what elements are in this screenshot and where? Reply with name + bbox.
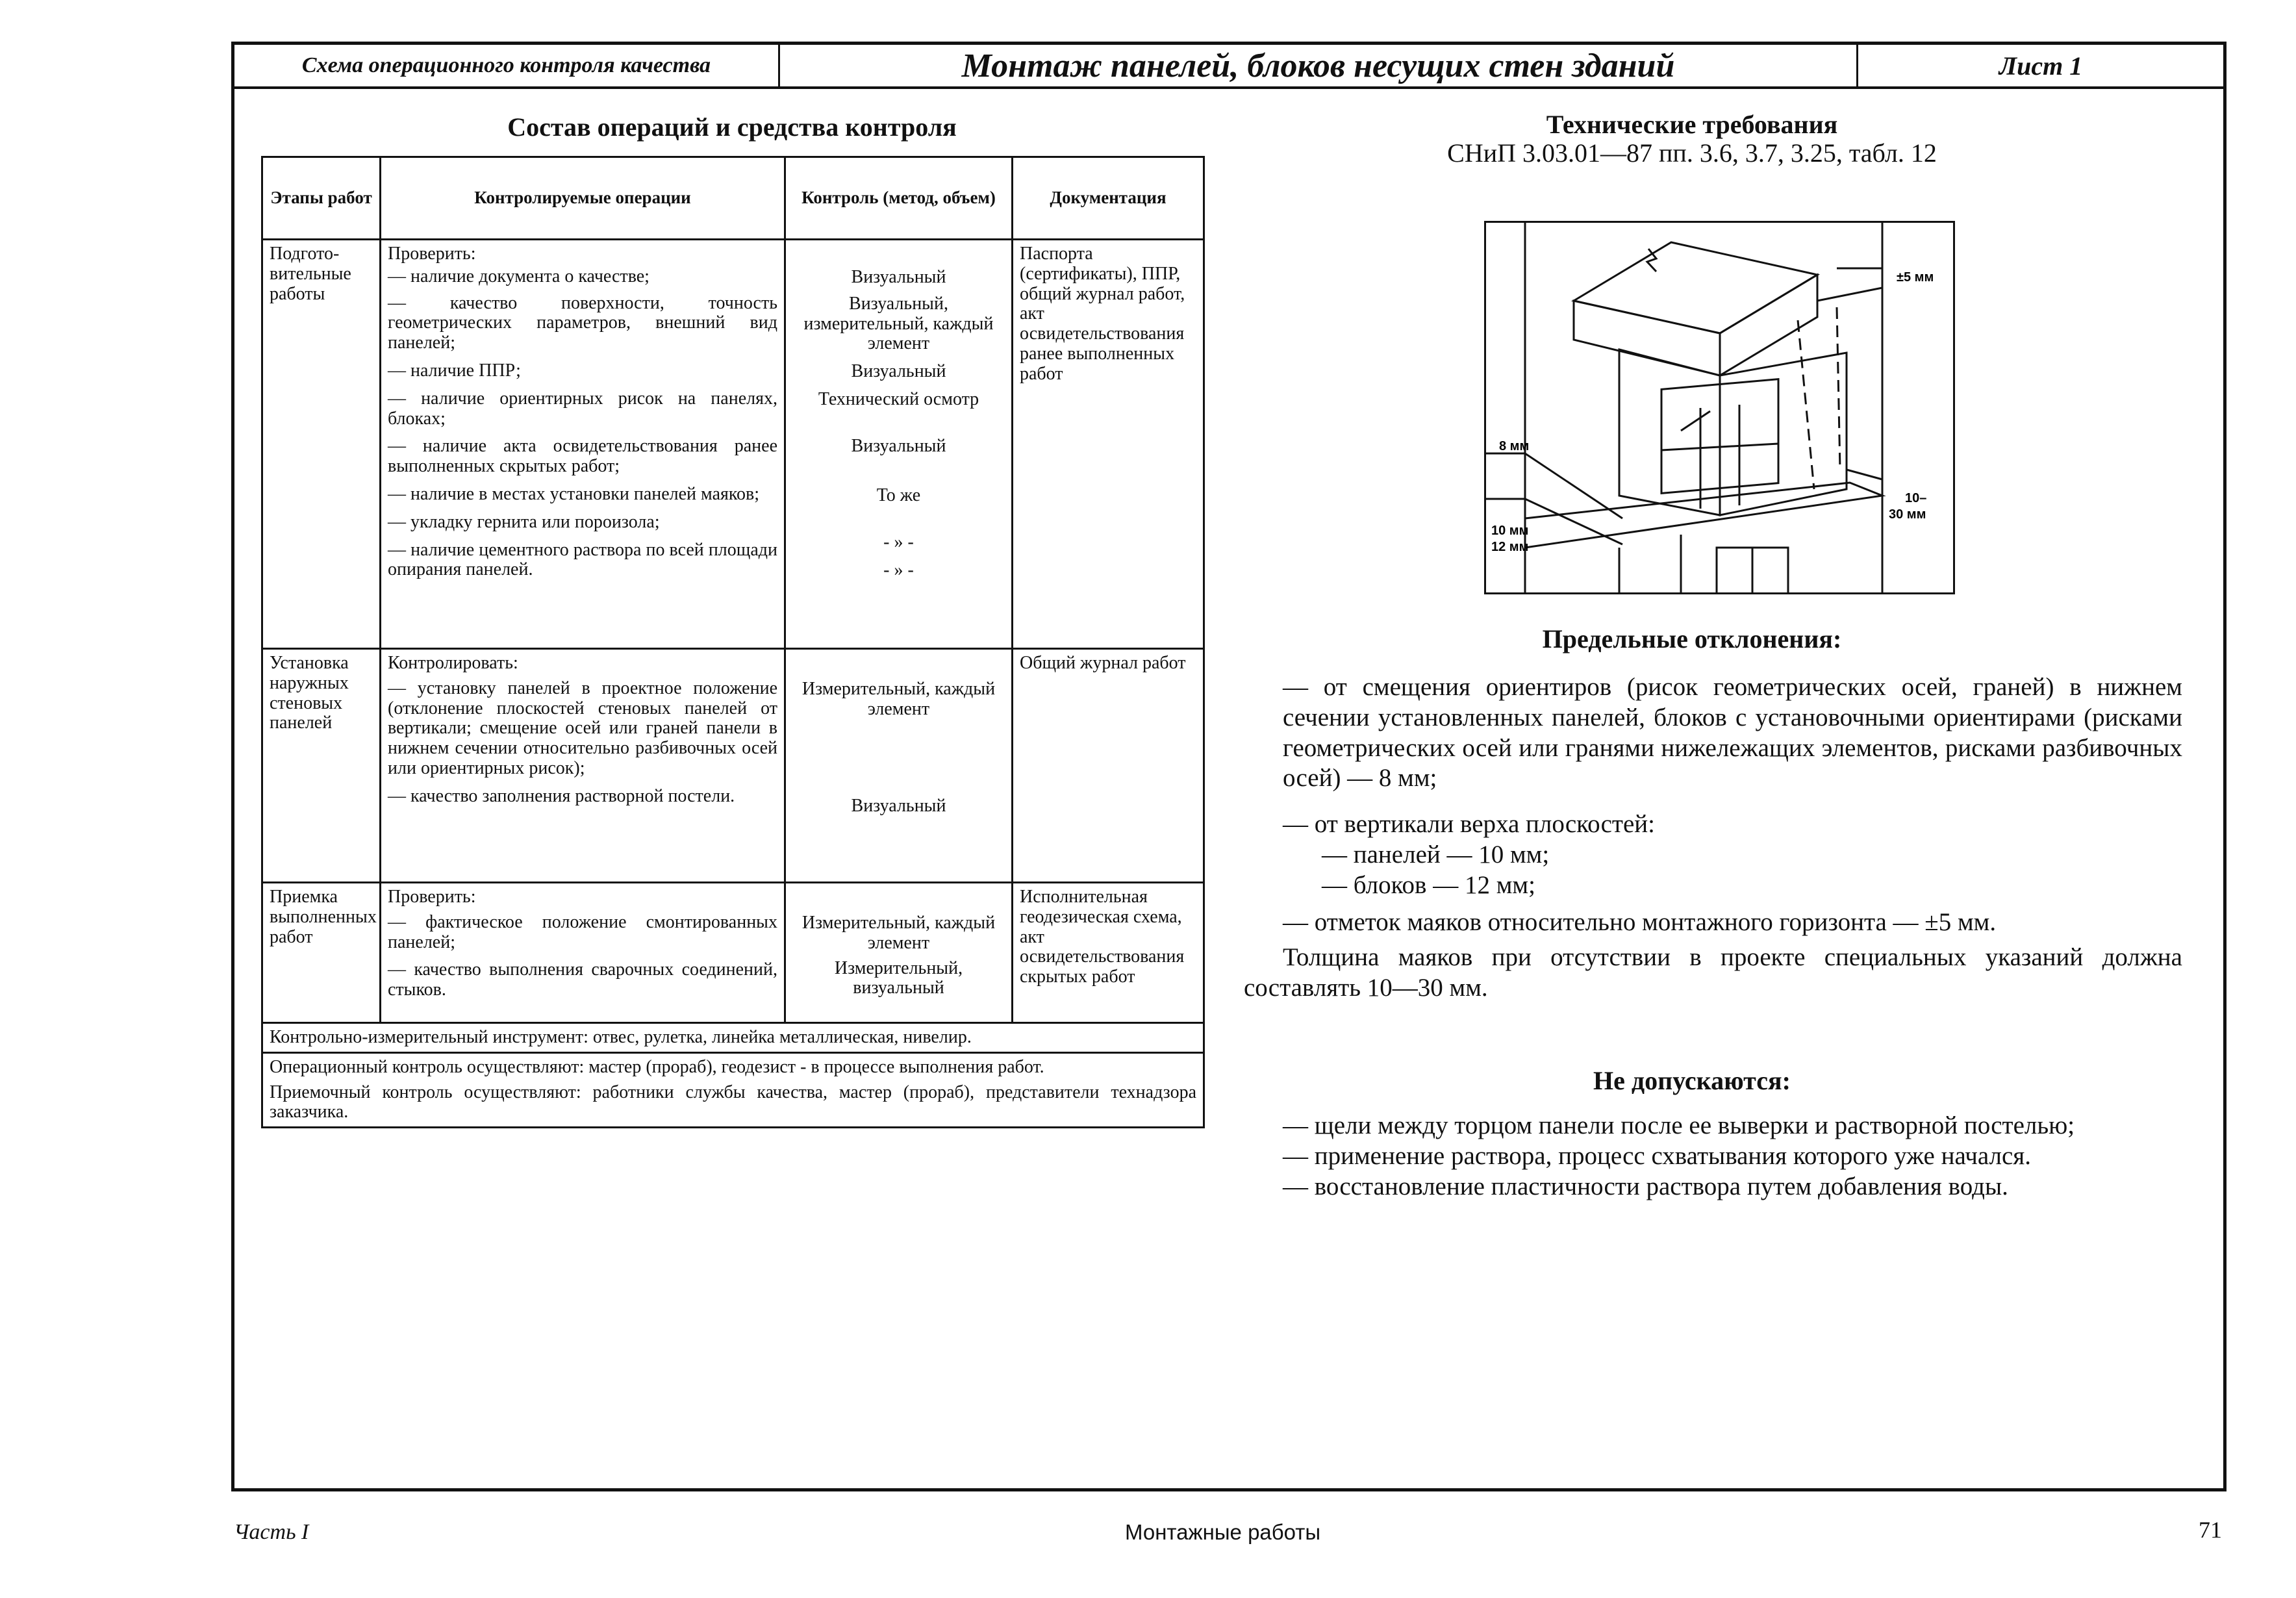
control-line	[792, 887, 1005, 908]
instrument-note: Контрольно-измерительный инструмент: отвес, рулетка, линейка металлическая, нивелир.	[262, 1023, 1204, 1053]
operation-line: — наличие в местах установки панелей маяков;	[388, 483, 760, 504]
documentation-cell: Паспорта (сертификаты), ППР, общий журнал работ, акт освидетельствования ранее выполненных работ	[1013, 240, 1204, 649]
not-allowed-list	[1283, 1111, 2192, 1202]
operation-line: Проверить:	[388, 244, 476, 264]
page-title: Монтаж панелей, блоков несущих стен зданий	[780, 45, 1858, 86]
table-row	[262, 240, 1204, 649]
operations-table	[261, 156, 1205, 1128]
operation-line: — фактическое положение смонтированных панелей;	[388, 911, 777, 952]
operation-line: — качество поверхности, точность геометрических параметров, внешний вид панелей;	[388, 292, 777, 353]
not-allowed-item: — щели между торцом панели после ее выверки и растворной постелью;	[1283, 1111, 2075, 1139]
operations-cell	[381, 649, 785, 883]
operations-cell	[381, 883, 785, 1023]
requirements-text	[1244, 672, 2182, 1004]
deviation-subitem: — блоков — 12 мм;	[1322, 870, 1535, 899]
control-line: Измерительный, каждый элемент	[801, 913, 996, 953]
control-line: - » -	[883, 559, 914, 580]
deviation-item: — отметок маяков относительно монтажного горизонта — ±5 мм.	[1283, 907, 1997, 936]
control-line: Визуальный	[851, 361, 946, 382]
control-line: То же	[876, 485, 921, 505]
control-line: Визуальный	[851, 435, 946, 456]
column-header: Контролируемые операции	[381, 157, 785, 240]
stage-cell: Подгото-вительные работы	[262, 240, 381, 649]
operation-line: Проверить:	[388, 887, 476, 907]
control-note: Приемочный контроль осуществляют: работники службы качества, мастер (прораб), представители технадзора заказчика.	[270, 1082, 1196, 1122]
documentation-cell: Исполнительная геодезическая схема, акт освидетельствования скрытых работ	[1013, 883, 1204, 1023]
sheet-number: Лист 1	[1999, 51, 2083, 81]
figure-label: ±5 мм	[1897, 270, 1934, 285]
operation-line: — наличие ППР;	[388, 360, 521, 381]
control-cell	[785, 649, 1013, 883]
figure-label: 30 мм	[1889, 507, 1926, 522]
figure-label: 8 мм	[1499, 439, 1530, 453]
table-row	[262, 883, 1204, 1023]
control-line: Измерительный, каждый элемент	[801, 679, 996, 719]
operation-line: Контролировать:	[388, 653, 518, 673]
stage-cell: Приемка выполненных работ	[262, 883, 381, 1023]
deviation-item: — от вертикали верха плоскостей:	[1283, 810, 1655, 839]
control-line: Технический осмотр	[818, 388, 979, 409]
column-header: Документация	[1013, 157, 1204, 240]
footer-part: Часть I	[234, 1520, 309, 1544]
documentation-cell: Общий журнал работ	[1013, 649, 1204, 883]
figure-label: 10 мм	[1491, 524, 1529, 538]
operation-line: — укладку гернита или пороизола;	[388, 511, 660, 532]
control-line: Визуальный	[851, 267, 946, 287]
not-allowed-item: — применение раствора, процесс схватывания которого уже начался.	[1283, 1141, 2031, 1170]
instrument-row	[262, 1023, 1204, 1053]
figure-label: 12 мм	[1491, 540, 1529, 554]
control-note-row	[262, 1052, 1204, 1127]
page-number: 71	[2199, 1517, 2222, 1543]
table-row	[262, 649, 1204, 883]
control-line	[792, 653, 1005, 674]
panel-installation-figure	[1484, 221, 1955, 594]
control-line: Визуальный	[851, 795, 946, 816]
deviation-subitem: — панелей — 10 мм;	[1322, 840, 1550, 869]
operations-section-title: Состав операций и средства контроля	[507, 112, 957, 142]
control-cell	[785, 883, 1013, 1023]
not-allowed-item: — восстановление пластичности раствора путем добавления воды.	[1283, 1172, 2008, 1200]
stage-cell: Установка наружных стеновых панелей	[262, 649, 381, 883]
not-allowed-title: Не допускаются:	[1593, 1066, 1791, 1095]
scheme-label: Схема операционного контроля качества	[234, 45, 780, 86]
operation-line: — наличие ориентирных рисок на панелях, блоках;	[388, 388, 777, 429]
figure-label: 10–	[1905, 491, 1927, 505]
tech-requirements-ref: СНиП 3.03.01—87 пп. 3.6, 3.7, 3.25, табл. 12	[1447, 138, 1937, 168]
tech-requirements-title: Технические требования	[1546, 110, 1838, 139]
control-notes	[262, 1052, 1204, 1127]
sheet-header	[234, 45, 2223, 89]
deviation-item: — от смещения ориентиров (рисок геометрических осей, граней) в нижнем сечении установленных панелей, блоков с установочными ориентирами (рисками геометрических осей или гранями нижележащих элементов, рисками разбивочных осей) — 8 мм;	[1283, 673, 2182, 793]
operation-line: — наличие акта освидетельствования ранее выполненных скрытых работ;	[388, 436, 777, 477]
table-header-row	[262, 157, 1204, 240]
column-header: Этапы работ	[262, 157, 381, 240]
control-line: Визуальный, измерительный, каждый элемент	[803, 293, 994, 354]
control-line: Измерительный, визуальный	[834, 958, 963, 998]
footer-section: Монтажные работы	[1125, 1520, 1321, 1544]
deviation-item: Толщина маяков при отсутствии в проекте специальных указаний должна составлять 10—30 мм.	[1244, 943, 2182, 1002]
control-note: Операционный контроль осуществляют: мастер (прораб), геодезист - в процессе выполнения работ.	[270, 1056, 1044, 1077]
operation-line: — качество выполнения сварочных соединений, стыков.	[388, 959, 777, 1000]
operation-line: — качество заполнения растворной постели.	[388, 785, 735, 806]
operation-line: — наличие документа о качестве;	[388, 266, 650, 286]
deviations-title: Предельные отклонения:	[1542, 624, 1842, 653]
control-line	[792, 244, 1005, 265]
column-header: Контроль (метод, объем)	[785, 157, 1013, 240]
operation-line: — установку панелей в проектное положение (отклонение плоскостей стеновых панелей от вертикали; смещение осей или граней панели в нижнем сечении относительно разбивочных осей или ориентирных рисок);	[388, 678, 777, 778]
control-line: - » -	[883, 531, 914, 552]
building-panel-sketch	[1486, 223, 1955, 594]
control-cell	[785, 240, 1013, 649]
operation-line: — наличие цементного раствора по всей площади опирания панелей.	[388, 539, 777, 580]
operations-cell	[381, 240, 785, 649]
